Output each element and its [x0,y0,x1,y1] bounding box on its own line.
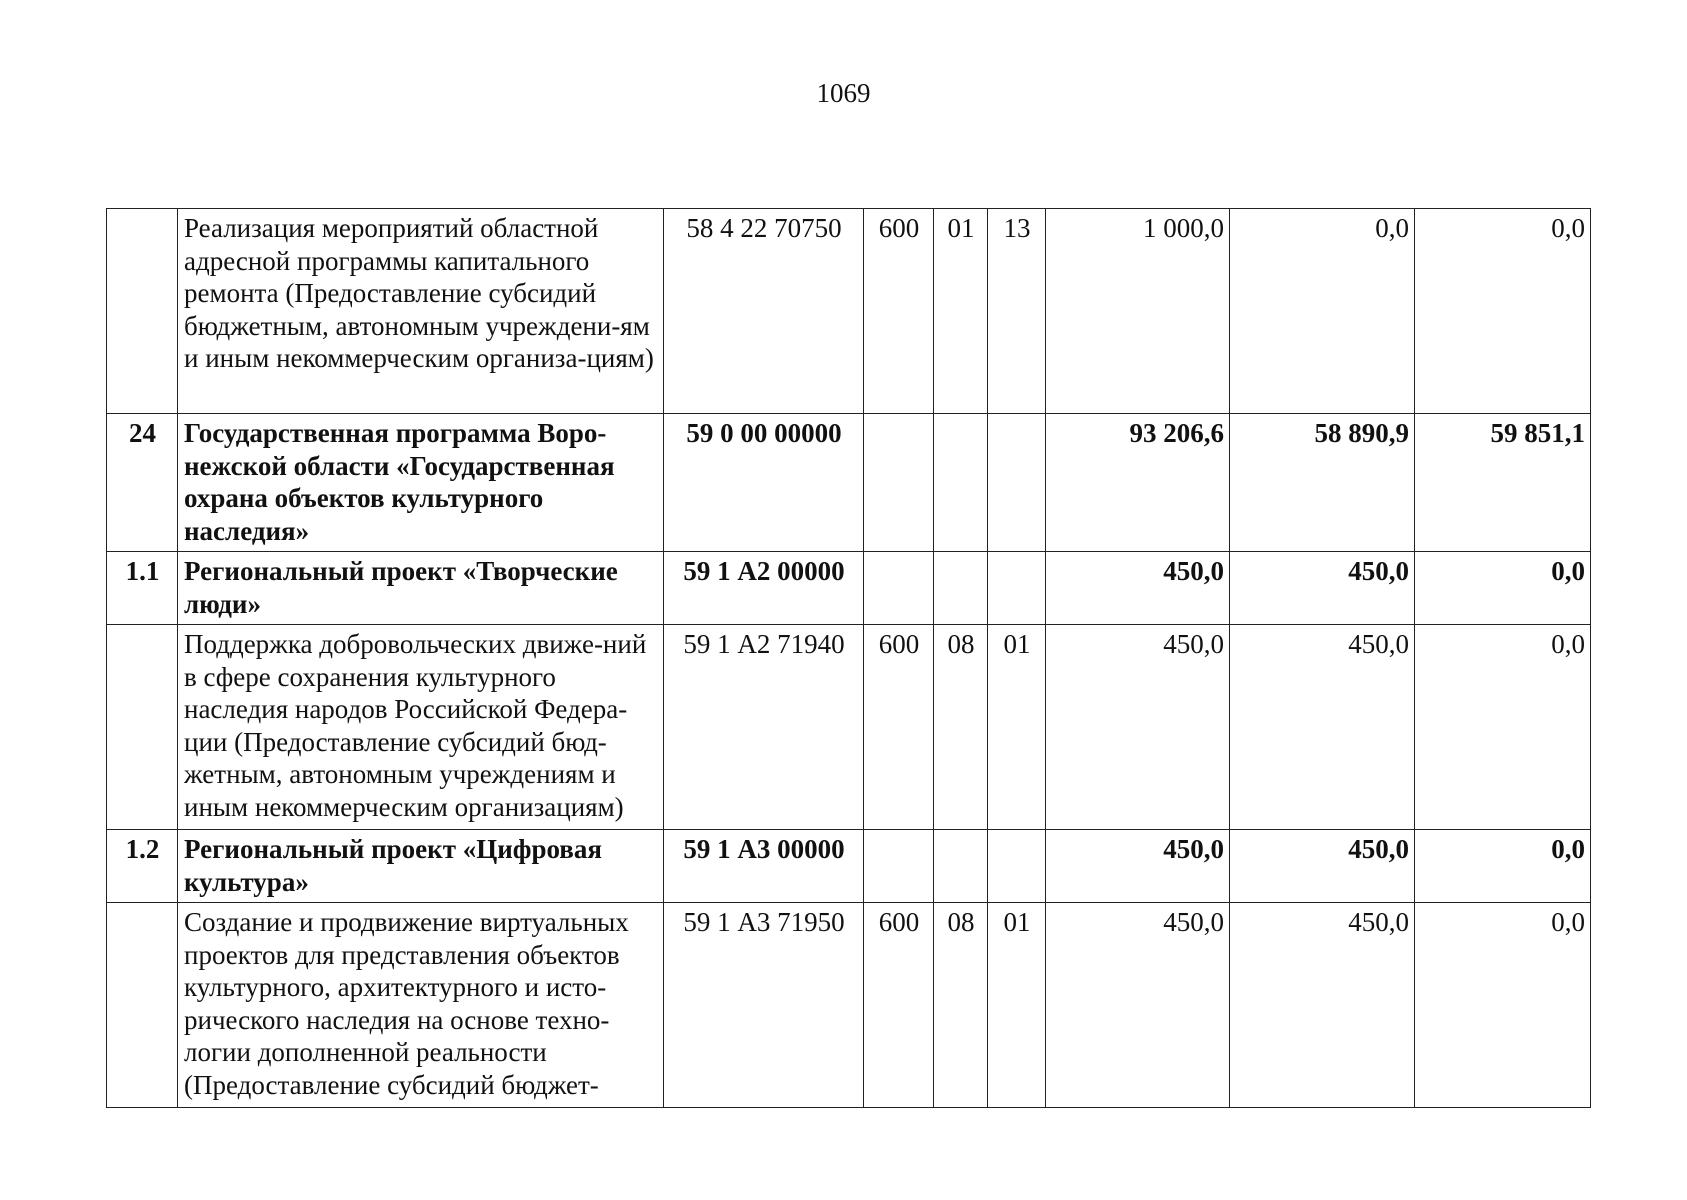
row-number: 24 [107,414,178,552]
row-name: Поддержка добровольческих движе-ний в сфере сохранения культурного наследия народов Российской Федера-ции (Предоставление субсидий бюд-жетным, автономным учреждениям и иным некоммерческим организациям) [178,625,664,830]
expense-type-code: 600 [864,209,934,414]
subsection-code: 01 [988,903,1046,1108]
section-code [934,830,988,903]
expense-type-code [864,552,934,625]
section-code: 08 [934,625,988,830]
target-article-code: 59 1 А2 00000 [664,552,864,625]
amount-year-3: 0,0 [1415,830,1591,903]
amount-year-3: 0,0 [1415,903,1591,1108]
amount-year-2: 450,0 [1230,625,1415,830]
amount-year-1: 450,0 [1046,552,1230,625]
row-number: 1.2 [107,830,178,903]
amount-year-3: 0,0 [1415,625,1591,830]
subsection-code [988,830,1046,903]
section-code: 08 [934,903,988,1108]
row-name: Государственная программа Воро-нежской области «Государственная охрана объектов культурного наследия» [178,414,664,552]
amount-year-2: 450,0 [1230,830,1415,903]
row-name: Реализация мероприятий областной адресной программы капитального ремонта (Предоставление субсидий бюджетным, автономным учреждени-ям и иным некоммерческим организа-циям) [178,209,664,414]
table-row [107,903,1591,1108]
table-row [107,414,1591,552]
table-row [107,830,1591,903]
expense-type-code [864,830,934,903]
row-name: Региональный проект «Цифровая культура» [178,830,664,903]
target-article-code: 59 0 00 00000 [664,414,864,552]
amount-year-2: 450,0 [1230,903,1415,1108]
amount-year-1: 450,0 [1046,903,1230,1108]
amount-year-3: 59 851,1 [1415,414,1591,552]
expense-type-code: 600 [864,903,934,1108]
subsection-code [988,414,1046,552]
target-article-code: 59 1 А3 00000 [664,830,864,903]
table-row [107,552,1591,625]
section-code: 01 [934,209,988,414]
amount-year-2: 450,0 [1230,552,1415,625]
amount-year-1: 93 206,6 [1046,414,1230,552]
row-number [107,209,178,414]
row-number [107,903,178,1108]
row-name: Создание и продвижение виртуальных проектов для представления объектов культурного, архитектурного и исто-рического наследия на основе техно-логии дополненной реальности (Предоставление субсидий бюджет- [178,903,664,1108]
amount-year-1: 1 000,0 [1046,209,1230,414]
table-row [107,209,1591,414]
row-number: 1.1 [107,552,178,625]
budget-table [106,208,1591,1108]
row-number [107,625,178,830]
table-row [107,625,1591,830]
subsection-code: 13 [988,209,1046,414]
amount-year-3: 0,0 [1415,209,1591,414]
page-number: 1069 [816,78,871,108]
subsection-code [988,552,1046,625]
target-article-code: 58 4 22 70750 [664,209,864,414]
amount-year-2: 58 890,9 [1230,414,1415,552]
subsection-code: 01 [988,625,1046,830]
amount-year-2: 0,0 [1230,209,1415,414]
amount-year-3: 0,0 [1415,552,1591,625]
section-code [934,414,988,552]
amount-year-1: 450,0 [1046,625,1230,830]
row-name: Региональный проект «Творческие люди» [178,552,664,625]
expense-type-code [864,414,934,552]
section-code [934,552,988,625]
target-article-code: 59 1 А3 71950 [664,903,864,1108]
expense-type-code: 600 [864,625,934,830]
amount-year-1: 450,0 [1046,830,1230,903]
target-article-code: 59 1 А2 71940 [664,625,864,830]
